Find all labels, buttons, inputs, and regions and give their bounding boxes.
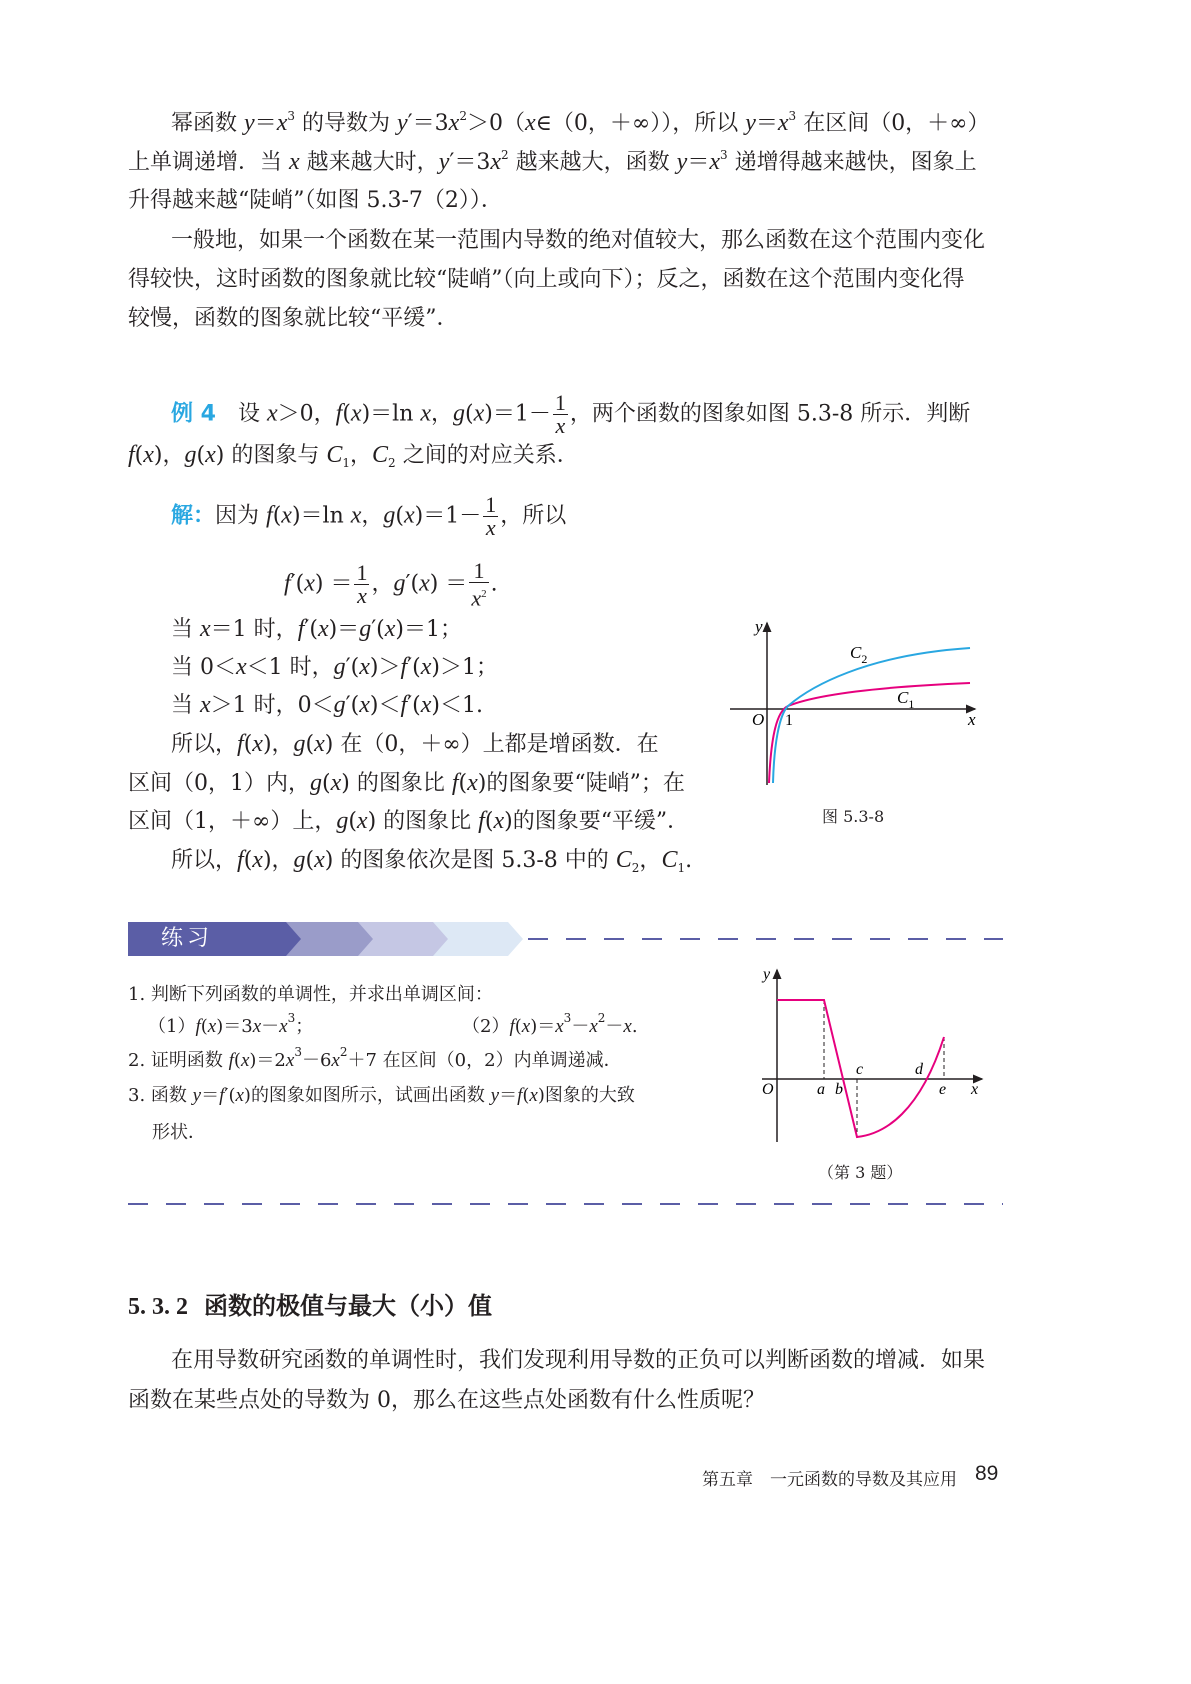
q3-label-b: b bbox=[835, 1081, 843, 1098]
practice-q3: 3. 函数 y＝f′(x)的图象如图所示，试画出函数 y＝f(x)图象的大致 bbox=[128, 1085, 635, 1106]
q3-label-e: e bbox=[939, 1081, 947, 1098]
practice-q3-line2: 形状． bbox=[152, 1122, 206, 1143]
practice-q1b: $(2)f(x)=x^3-x^2-x$. bbox=[462, 1011, 638, 1037]
figure-5-3-8 bbox=[725, 615, 995, 790]
para1-line1: 幂函数 $y=x^3$ 的导数为 $y'=3x^2>0(x\in(0$，＋∞）），所以 $y=x^3$ 在区间（0，＋∞） bbox=[171, 109, 990, 136]
curve-label-c2: $C_2$ bbox=[850, 643, 868, 666]
solution-conc1: 所以，f(x)，g(x) 在（0，＋∞）上都是增函数．在 bbox=[171, 731, 659, 757]
example-label: 例 4 bbox=[171, 401, 216, 427]
solution-label: 解： bbox=[171, 503, 216, 529]
practice-banner bbox=[128, 922, 1003, 956]
section-title: 函数的极值与最大（小）值 bbox=[204, 1292, 493, 1320]
q3-figure-caption: （第 3 题） bbox=[818, 1163, 903, 1182]
q3-x-label: x bbox=[971, 1081, 979, 1098]
solution-derivatives: f′(x) ＝ $\frac{1}{x}$ ，g′(x) ＝ $\frac{1}{x^2}$ . bbox=[284, 558, 498, 611]
para2-line2: 得较快，这时函数的图象就比较“陡峭”（向上或向下）；反之，函数在这个范围内变化得 bbox=[128, 267, 965, 292]
para1-line3: 升得越来越“陡峭”（如图 5.3-7（2））． bbox=[128, 188, 503, 213]
curve-c2 bbox=[773, 648, 970, 783]
tick-1-label: 1 bbox=[785, 712, 793, 729]
page-number: 89 bbox=[975, 1462, 999, 1485]
q3-label-d: d bbox=[915, 1061, 923, 1078]
footer-chapter: 第五章 一元函数的导数及其应用 bbox=[702, 1470, 957, 1490]
solution-case2: 当 0＜x＜1 时，g′(x)＞f′(x)＞1； bbox=[171, 654, 498, 680]
banner-segment-1 bbox=[128, 922, 301, 956]
solution-conc3: 区间（1，＋∞）上，g(x) 的图象比 f(x)的图象要“平缓”． bbox=[128, 808, 690, 834]
q3-origin-label: O bbox=[762, 1081, 774, 1098]
solution-conc2: 区间（0，1）内，g(x) 的图象比 f(x)的图象要“陡峭”；在 bbox=[128, 770, 685, 796]
practice-q2: 2. 证明函数 $f(x)=2x^3-6x^2+7$ 在区间（0，2）内单调递减． bbox=[128, 1045, 622, 1071]
section-para-line2: 函数在某些点处的导数为 0，那么在这些点处函数有什么性质呢？ bbox=[128, 1388, 765, 1413]
section-number: 5. 3. 2 bbox=[128, 1294, 188, 1320]
para2-line1: 一般地，如果一个函数在某一范围内导数的绝对值较大，那么函数在这个范围内变化 bbox=[171, 228, 986, 253]
section-para-line1: 在用导数研究函数的单调性时，我们发现利用导数的正负可以判断函数的增减．如果 bbox=[171, 1348, 986, 1373]
solution-intro: 解：因为 f(x)＝ln x，g(x)＝1－ $\frac{1}{x}$ ，所以 bbox=[171, 492, 567, 540]
origin-label: O bbox=[752, 710, 765, 729]
solution-final: 所以，f(x)，g(x) 的图象依次是图 5.3-8 中的 $C_2$，$C_1$. bbox=[171, 847, 693, 875]
solution-case3: 当 x＞1 时，0＜g′(x)＜f′(x)＜1. bbox=[171, 692, 483, 718]
q3-label-c: c bbox=[856, 1061, 864, 1078]
practice-q1a: $(1)f(x)=3x-x^3$； bbox=[148, 1011, 314, 1037]
curve-label-c1: $C_1$ bbox=[897, 688, 915, 711]
q3-y-label: y bbox=[763, 966, 771, 983]
q3-label-a: a bbox=[817, 1081, 825, 1098]
figure-5-3-8-caption: 图 5.3-8 bbox=[822, 807, 885, 826]
practice-bottom-rule bbox=[128, 1198, 1003, 1210]
practice-q1: 1. 判断下列函数的单调性，并求出单调区间： bbox=[128, 984, 493, 1005]
y-axis-label: y bbox=[755, 617, 763, 636]
example-line2: f(x)，g(x) 的图象与 $C_1$，$C_2$ 之间的对应关系． bbox=[128, 442, 579, 470]
para2-line3: 较慢，函数的图象就比较“平缓”． bbox=[128, 306, 459, 331]
para1-line2: 上单调递增．当 x 越来越大时，$y'=3x^2$ 越来越大，函数 $y=x^3$ 递增得越来越快，图象上 bbox=[128, 148, 977, 175]
solution-case1: 当 x＝1 时，f′(x)＝g′(x)＝1； bbox=[171, 616, 463, 642]
example-statement: 例 4 设 x＞0，f(x)＝ln x，g(x)＝1－ $\frac{1}{x}$ ，两个函数的图象如图 5.3-8 所示．判断 bbox=[171, 390, 971, 438]
x-axis-label: x bbox=[968, 710, 976, 729]
figure-question-3 bbox=[750, 962, 990, 1147]
practice-title: 练习 bbox=[161, 926, 214, 951]
section-heading bbox=[128, 1286, 492, 1321]
